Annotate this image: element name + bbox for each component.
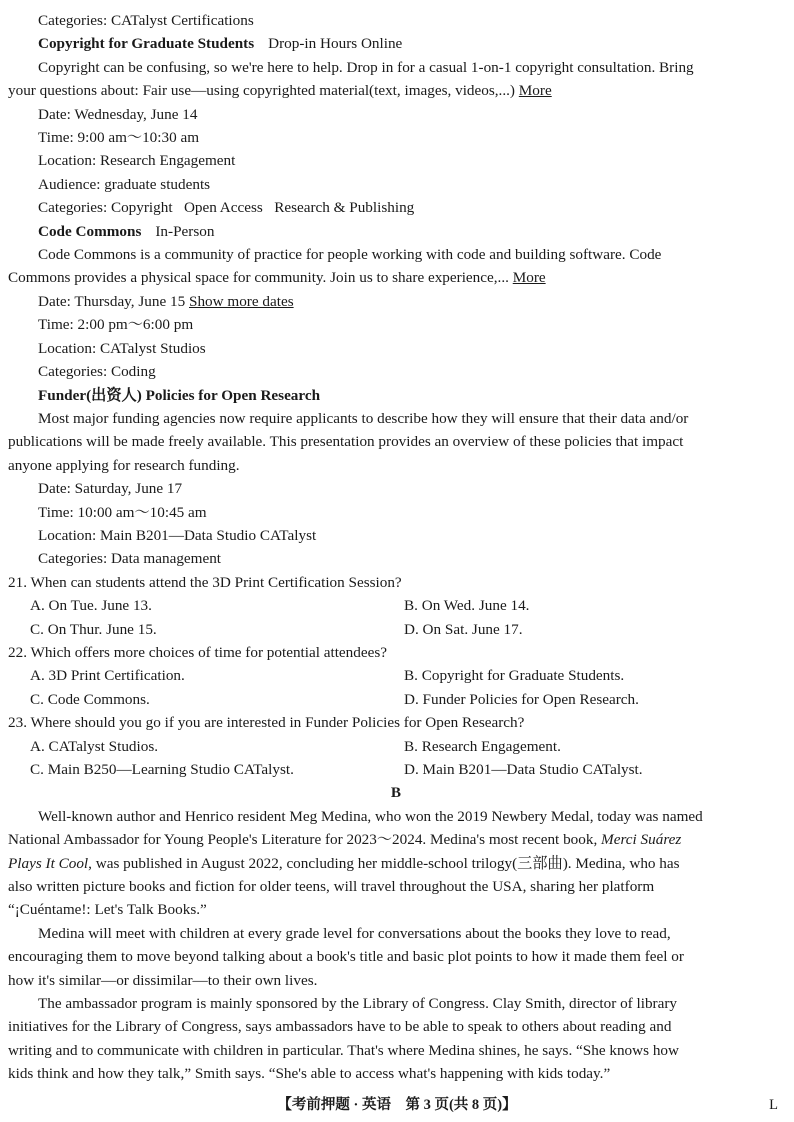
event-funder-categories: Categories: Data management: [38, 550, 222, 568]
b-p1-line2: [8, 828, 784, 851]
question-22-option-d: D. Funder Policies for Open Research.: [404, 690, 639, 708]
event-funder-location: Location: Main B201—Data Studio CATalyst: [38, 526, 317, 544]
b-p1-line3-text: , was published in August 2022, concluding her middle-school trilogy(三部曲). Medina, who has: [88, 854, 680, 872]
question-22-option-a: A. 3D Print Certification.: [30, 667, 185, 685]
question-22-stem: 22. Which offers more choices of time for potential attendees?: [8, 643, 387, 661]
question-21-option-b: B. On Wed. June 14.: [404, 597, 530, 615]
question-23-options-cd: [8, 758, 784, 781]
event-copyright-time: Time: 9:00 am～10:30 am: [38, 129, 200, 147]
event-copyright-date: Date: Wednesday, June 14: [38, 105, 198, 123]
event-copyright-categories: Categories: Copyright Open Access Research & Publishing: [38, 199, 415, 217]
event-copyright-desc-2-text: your questions about: Fair use—using copyrighted material(text, images, videos,...): [8, 82, 515, 100]
b-p3-line2: initiatives for the Library of Congress, says ambassadors have to be able to speak to others about reading and: [8, 1018, 672, 1036]
event-copyright-audience: Audience: graduate students: [38, 175, 211, 193]
question-23-options-ab: [8, 735, 784, 758]
event-code-categories: Categories: Coding: [38, 363, 156, 381]
question-21-option-a: A. On Tue. June 13.: [30, 597, 152, 615]
event-copyright-title: Copyright for Graduate Students: [38, 35, 255, 53]
event-funder-time: Time: 10:00 am～10:45 am: [38, 503, 207, 521]
b-p1-line2-text: National Ambassador for Young People's Literature for 2023～2024. Medina's most recent book,: [8, 831, 598, 849]
event-funder-desc-1: Most major funding agencies now require applicants to describe how they will ensure that their data and/or: [38, 409, 689, 427]
b-p1-line1: Well-known author and Henrico resident Meg Medina, who won the 2019 Newbery Medal, today was named: [38, 807, 703, 825]
b-p3-line3: writing and to communicate with children in particular. That's where Medina shines, he says. “She knows how: [8, 1041, 679, 1059]
b-p3-line4: kids think and how they talk,” Smith says. “She's able to access what's happening with kids today.”: [8, 1065, 611, 1083]
top-category-line: Categories: CATalyst Certifications: [38, 12, 254, 29]
question-21-stem: 21. When can students attend the 3D Print Certification Session?: [8, 573, 402, 591]
question-23-option-c: C. Main B250—Learning Studio CATalyst.: [30, 761, 294, 778]
event-code-time: Time: 2:00 pm～6:00 pm: [38, 316, 194, 334]
question-21-option-c: C. On Thur. June 15.: [30, 620, 157, 638]
event-copyright-desc-1: Copyright can be confusing, so we're here to help. Drop in for a casual 1-on-1 copyright consultation. Bring: [38, 58, 694, 76]
book-title-part2: Plays It Cool: [8, 854, 89, 872]
event-code-heading: [8, 220, 784, 243]
question-22-options-ab: [8, 664, 784, 687]
question-23-stem: 23. Where should you go if you are interested in Funder Policies for Open Research?: [8, 714, 525, 732]
b-p1-line4: also written picture books and fiction for older teens, will travel throughout the USA, sharing her platform: [8, 878, 655, 896]
event-code-desc-1: Code Commons is a community of practice for people working with code and building software. Code: [38, 246, 662, 264]
more-link-code[interactable]: More: [512, 269, 546, 287]
event-copyright-desc-2: [8, 79, 784, 102]
event-code-desc-2-text: Commons provides a physical space for community. Join us to share experience,...: [8, 269, 509, 287]
section-b-heading: B: [390, 784, 402, 802]
page: [8, 9, 784, 1086]
show-more-dates-link[interactable]: Show more dates: [189, 292, 294, 310]
event-code-title: Code Commons: [38, 222, 142, 240]
question-23-option-d: D. Main B201—Data Studio CATalyst.: [404, 761, 643, 778]
b-p1-line3: [8, 852, 784, 875]
question-21-options-cd: [8, 618, 784, 641]
question-23-option-b: B. Research Engagement.: [404, 737, 561, 755]
b-p2-line2: encouraging them to move beyond talking about a book's title and basic plot points to how it made them feel or: [8, 948, 684, 966]
event-code-date: Date: Thursday, June 15: [38, 292, 186, 310]
event-funder-desc-2: publications will be made freely available. This presentation provides an overview of these policies that impact: [8, 433, 684, 451]
event-copyright-location: Location: Research Engagement: [38, 152, 236, 170]
question-22-option-c: C. Code Commons.: [30, 690, 150, 708]
page-footer: [0, 1094, 794, 1117]
question-23-option-a: A. CATalyst Studios.: [30, 737, 159, 755]
event-funder-desc-3: anyone applying for research funding.: [8, 456, 240, 474]
event-code-desc-2: [8, 266, 784, 289]
footer-letter: L: [769, 1097, 778, 1113]
footer-text: 【考前押题 · 英语 第 3 页(共 8 页)】: [277, 1097, 517, 1113]
event-code-location: Location: CATalyst Studios: [38, 339, 206, 357]
more-link-copyright[interactable]: More: [518, 82, 552, 100]
event-copyright-format: Drop-in Hours Online: [268, 35, 403, 53]
b-p2-line3: how it's similar—or dissimilar—to their own lives.: [8, 971, 318, 989]
b-p3-line1: The ambassador program is mainly sponsored by the Library of Congress. Clay Smith, director of library: [38, 995, 678, 1013]
b-p2-line1: Medina will meet with children at every grade level for conversations about the books they love to read,: [38, 924, 671, 942]
event-code-date-line: [8, 290, 784, 313]
question-21-option-d: D. On Sat. June 17.: [404, 620, 523, 638]
b-p1-line5: “¡Cuéntame!: Let's Talk Books.”: [8, 901, 207, 919]
question-22-option-b: B. Copyright for Graduate Students.: [404, 667, 625, 685]
event-funder-title: Funder(出资人) Policies for Open Research: [38, 386, 321, 404]
event-funder-date: Date: Saturday, June 17: [38, 480, 183, 498]
question-21-options-ab: [8, 594, 784, 617]
book-title-part1: Merci Suárez: [601, 831, 682, 849]
question-22-options-cd: [8, 688, 784, 711]
event-code-format: In-Person: [155, 222, 215, 240]
event-copyright-heading: [8, 32, 784, 55]
